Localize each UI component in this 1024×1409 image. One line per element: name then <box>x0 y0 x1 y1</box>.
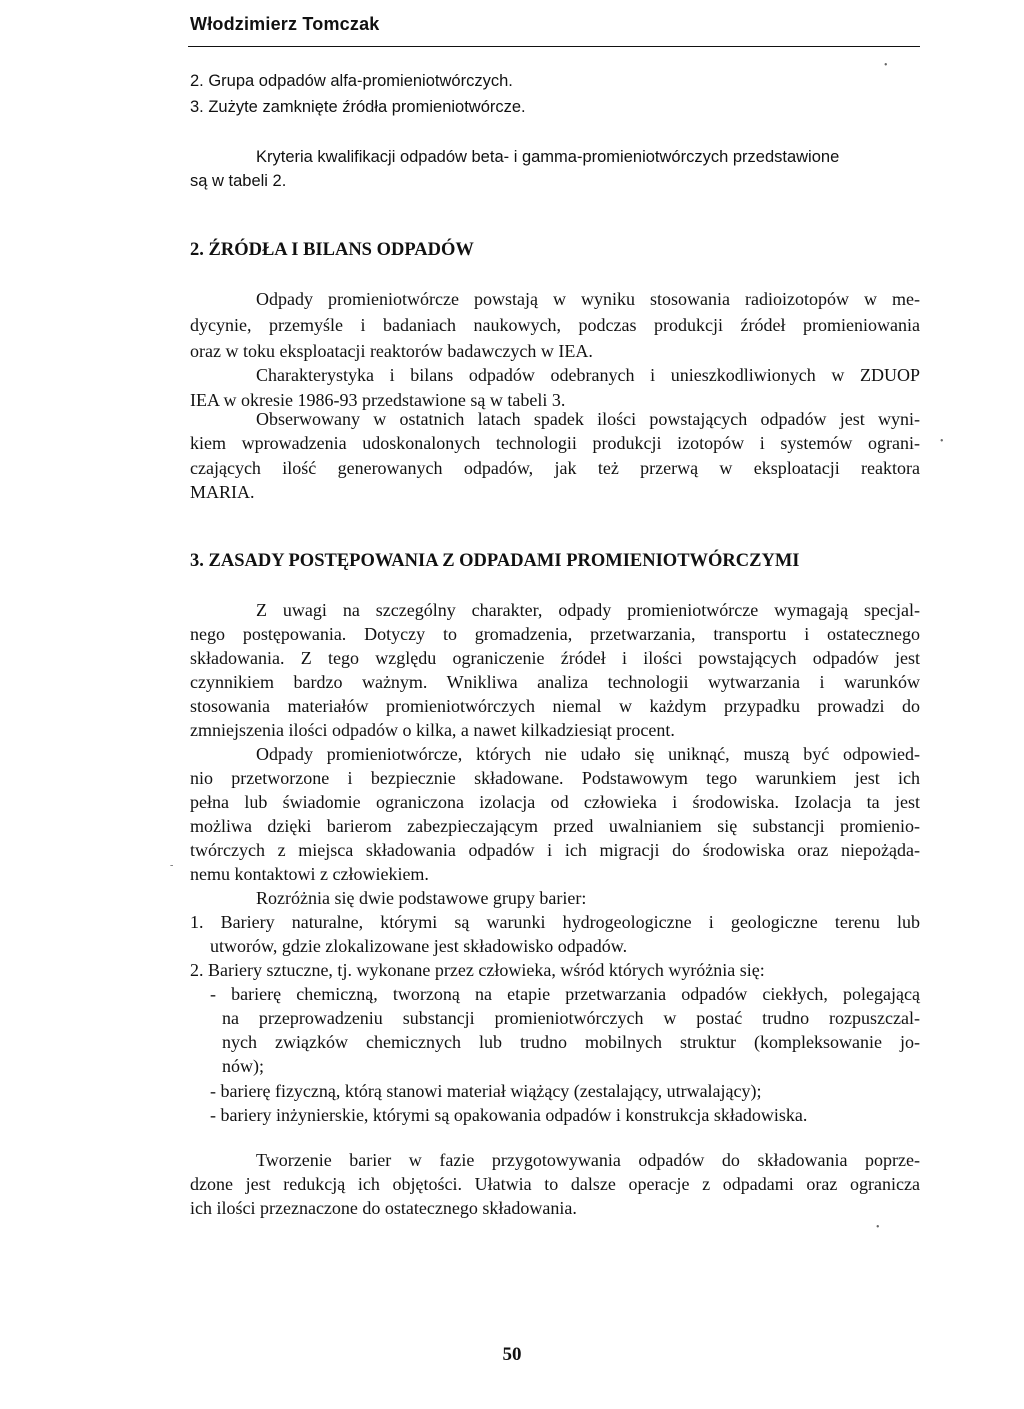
paragraph-line: Odpady promieniotwórcze powstają w wyniku stosowania radioizotopów w me- <box>256 289 920 309</box>
list-item-continuation: utworów, gdzie zlokalizowane jest składowisko odpadów. <box>210 936 628 956</box>
paragraph-line: twórczych z miejsca składowania odpadów i ich migracji do środowiska oraz niepożąda- <box>190 840 920 860</box>
section-heading: 2. ŹRÓDŁA I BILANS ODPADÓW <box>190 240 474 260</box>
list-item: 1. Bariery naturalne, którymi są warunki hydrogeologiczne i geologiczne terenu lub <box>190 912 920 932</box>
sub-list-item: - barierę chemiczną, tworzoną na etapie przetwarzania odpadów ciekłych, polegającą <box>210 984 920 1004</box>
scan-speck: • <box>876 1222 880 1233</box>
paragraph-line: są w tabeli 2. <box>190 172 287 190</box>
sub-list-item-continuation: nów); <box>222 1056 264 1076</box>
sub-list-item: - barierę fizyczną, którą stanowi materiał wiążący (zestalający, utrwalający); <box>210 1081 762 1101</box>
paragraph-line: dycynie, przemyśle i badaniach naukowych, podczas produkcji źródeł promieniowania <box>190 315 920 335</box>
section-heading: 3. ZASADY POSTĘPOWANIA Z ODPADAMI PROMIENIOTWÓRCZYMI <box>190 551 800 571</box>
sub-list-item-continuation: na przeprowadzeniu substancji promieniotwórczych w postać trudno rozpuszczal- <box>222 1008 920 1028</box>
paragraph-line: składowania. Z tego względu ograniczenie źródeł i ilości powstających odpadów jest <box>190 648 920 668</box>
sub-list-item-continuation: nych związków chemicznych lub trudno mobilnych struktur (kompleksowanie jo- <box>222 1032 920 1052</box>
paragraph-line: MARIA. <box>190 482 255 502</box>
scan-speck: • <box>940 436 944 447</box>
list-item: 2. Bariery sztuczne, tj. wykonane przez człowieka, wśród których wyróżnia się: <box>190 960 765 980</box>
paragraph-line: nio przetworzone i bezpiecznie składowane. Podstawowym tego warunkiem jest ich <box>190 768 920 788</box>
paragraph-line: ich ilości przeznaczone do ostatecznego składowania. <box>190 1198 577 1218</box>
paragraph-line: Rozróżnia się dwie podstawowe grupy barier: <box>256 888 587 908</box>
sub-list-item: - bariery inżynierskie, którymi są opakowania odpadów i konstrukcja składowiska. <box>210 1105 808 1125</box>
paragraph-line: Odpady promieniotwórcze, których nie udało się uniknąć, muszą być odpowied- <box>256 744 920 764</box>
paragraph-line: nego postępowania. Dotyczy to gromadzenia, przetwarzania, transportu i ostatecznego <box>190 624 920 644</box>
paragraph-line: Charakterystyka i bilans odpadów odebranych i unieszkodliwionych w ZDUOP <box>256 365 920 385</box>
paragraph-line: nemu kontaktowi z człowiekiem. <box>190 864 429 884</box>
page-number: 50 <box>502 1344 522 1365</box>
running-header-author: Włodzimierz Tomczak <box>190 14 380 34</box>
list-item: 3. Zużyte zamknięte źródła promieniotwórcze. <box>190 98 526 116</box>
paragraph-line: dzone jest redukcją ich objętości. Ułatwia to dalsze operacje z odpadami oraz ogranicza <box>190 1174 920 1194</box>
paragraph-line: kiem wprowadzenia udoskonalonych technologii produkcji izotopów i systemów ograni- <box>190 433 920 453</box>
paragraph-line: IEA w okresie 1986-93 przedstawione są w tabeli 3. <box>190 390 566 410</box>
list-item: 2. Grupa odpadów alfa-promieniotwórczych. <box>190 72 513 90</box>
paragraph-line: czających ilość generowanych odpadów, jak też przerwą w eksploatacji reaktora <box>190 458 920 478</box>
scan-speck: - <box>170 860 174 871</box>
paragraph-line: możliwa dzięki barierom zabezpieczającym przed uwalnianiem się substancji promienio- <box>190 816 920 836</box>
paragraph-line: pełna lub świadomie ograniczona izolacja od człowieka i środowiska. Izolacja ta jest <box>190 792 920 812</box>
scan-speck: • <box>884 60 888 71</box>
paragraph-line: Kryteria kwalifikacji odpadów beta- i gamma-promieniotwórczych przedstawione <box>256 148 840 166</box>
paragraph-line: czynnikiem bardzo ważnym. Wnikliwa analiza technologii wytwarzania i warunków <box>190 672 920 692</box>
paragraph-line: zmniejszenia ilości odpadów o kilka, a nawet kilkadziesiąt procent. <box>190 720 675 740</box>
paragraph-line: stosowania materiałów promieniotwórczych niemal w każdym przypadku prowadzi do <box>190 696 920 716</box>
paragraph-line: oraz w toku eksploatacji reaktorów badawczych w IEA. <box>190 341 593 361</box>
paragraph-line: Tworzenie barier w fazie przygotowywania odpadów do składowania poprze- <box>256 1150 920 1170</box>
header-rule <box>188 46 920 47</box>
paragraph-line: Z uwagi na szczególny charakter, odpady promieniotwórcze wymagają specjal- <box>256 600 920 620</box>
paragraph-line: Obserwowany w ostatnich latach spadek ilości powstających odpadów jest wyni- <box>256 409 920 429</box>
